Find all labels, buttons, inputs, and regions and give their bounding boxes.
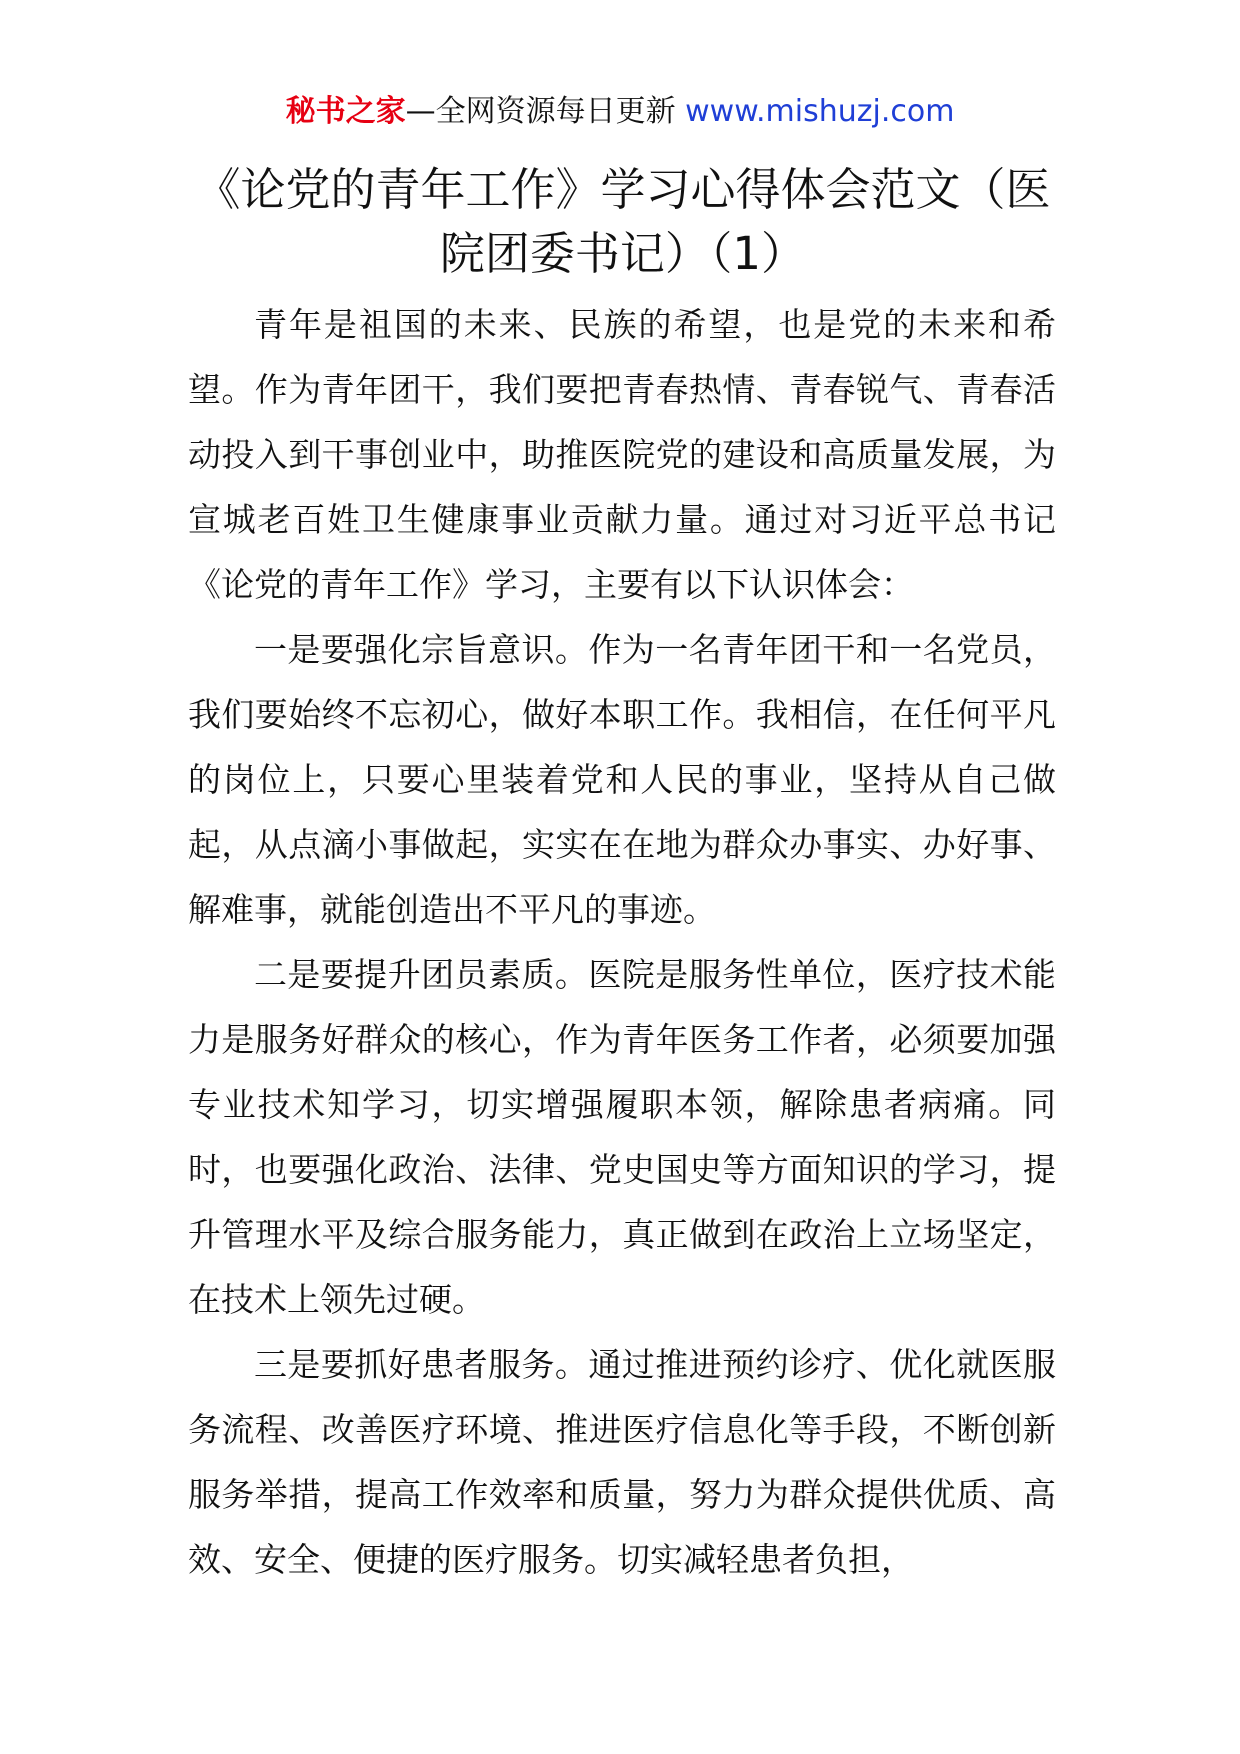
document-title: 《论党的青年工作》学习心得体会范文（医院团委书记）（1） (195, 163, 1051, 280)
paragraph-intro: 青年是祖国的未来、民族的希望，也是党的未来和希望。作为青年团干，我们要把青春热情、青春锐气、青春活动投入到干事创业中，助推医院党的建设和高质量发展，为宣城老百姓卫生健康事业贡献力量。通过对习近平总书记《论党的青年工作》学习，主要有以下认识体会： (188, 305, 1056, 604)
paragraph-point-two: 二是要提升团员素质。医院是服务性单位，医疗技术能力是服务好群众的核心，作为青年医务工作者，必须要加强专业技术知学习，切实增强履职本领，解除患者病痛。同时，也要强化政治、法律、党史国史等方面知识的学习，提升管理水平及综合服务能力，真正做到在政治上立场坚定，在技术上领先过硬。 (188, 955, 1056, 1319)
site-header (0, 92, 1240, 132)
paragraph-point-three: 三是要抓好患者服务。通过推进预约诊疗、优化就医服务流程、改善医疗环境、推进医疗信息化等手段，不断创新服务举措，提高工作效率和质量，努力为群众提供优质、高效、安全、便捷的医疗服务。切实减轻患者负担， (188, 1345, 1056, 1579)
site-url[interactable]: www.mishuzj.com (685, 94, 955, 129)
header-tagline: —全网资源每日更新 (405, 94, 686, 129)
brand-name: 秘书之家 (285, 94, 406, 129)
document-body (188, 292, 1056, 1592)
paragraph-point-one: 一是要强化宗旨意识。作为一名青年团干和一名党员，我们要始终不忘初心，做好本职工作。我相信，在任何平凡的岗位上，只要心里装着党和人民的事业，坚持从自己做起，从点滴小事做起，实实在在地为群众办事实、办好事、解难事，就能创造出不平凡的事迹。 (188, 630, 1056, 929)
